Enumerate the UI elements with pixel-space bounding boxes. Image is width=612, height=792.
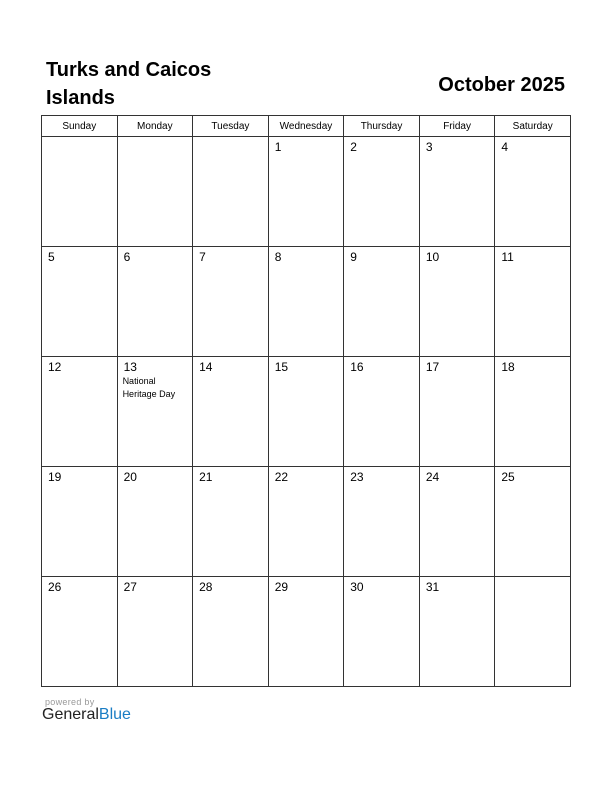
weekday-saturday: Saturday [495, 116, 571, 137]
day-number: 7 [199, 250, 206, 264]
week-row [42, 357, 571, 467]
country-title: Turks and Caicos Islands [46, 59, 212, 109]
generalblue-logo [42, 706, 131, 724]
day-cell [42, 577, 118, 687]
day-number: 14 [199, 360, 213, 374]
day-cell [495, 467, 571, 577]
day-cell [42, 467, 118, 577]
day-number: 29 [274, 580, 289, 594]
day-cell [344, 247, 420, 357]
day-cell [419, 247, 495, 357]
weekday-wednesday: Wednesday [268, 116, 344, 137]
day-number: 31 [425, 580, 440, 594]
day-number: 17 [425, 360, 440, 374]
day-number: 11 [501, 250, 514, 264]
day-cell [268, 467, 344, 577]
day-cell [42, 137, 118, 247]
weekday-tuesday: Tuesday [193, 116, 269, 137]
day-number: 28 [199, 580, 213, 594]
day-cell [117, 467, 193, 577]
holiday-label: National Heritage Day [122, 376, 176, 399]
day-number: 27 [123, 580, 137, 594]
footer-branding [42, 697, 131, 724]
week-row [42, 577, 571, 687]
day-number: 30 [350, 580, 364, 594]
day-number: 6 [123, 250, 131, 264]
day-cell [419, 467, 495, 577]
day-number: 12 [48, 360, 62, 374]
day-number: 4 [501, 140, 509, 154]
day-number: 5 [48, 250, 55, 264]
day-cell [495, 357, 571, 467]
day-cell [42, 357, 118, 467]
day-number: 13 [123, 360, 137, 374]
day-number: 15 [274, 360, 289, 374]
day-cell [495, 137, 571, 247]
week-row [42, 467, 571, 577]
day-cell [268, 247, 344, 357]
brand-general-text: General [42, 706, 99, 723]
day-cell [419, 357, 495, 467]
day-number: 18 [501, 360, 515, 374]
weekday-monday: Monday [117, 116, 193, 137]
day-number: 20 [123, 470, 137, 484]
day-number: 23 [350, 470, 364, 484]
weekday-sunday: Sunday [42, 116, 118, 137]
day-cell [344, 577, 420, 687]
day-cell [495, 247, 571, 357]
day-cell [419, 137, 495, 247]
day-cell [268, 137, 344, 247]
day-cell [268, 357, 344, 467]
brand-blue-text: Blue [98, 706, 131, 723]
powered-by-text: powered by [45, 697, 95, 707]
day-number: 25 [501, 470, 515, 484]
day-number: 26 [48, 580, 62, 594]
week-row [42, 137, 571, 247]
day-number: 8 [274, 250, 282, 264]
day-number: 3 [425, 140, 433, 154]
week-row [42, 247, 571, 357]
day-cell [42, 247, 118, 357]
day-cell [344, 467, 420, 577]
day-cell [117, 137, 193, 247]
month-year-title: October 2025 [438, 74, 565, 96]
day-number: 2 [350, 140, 357, 154]
day-number: 16 [350, 360, 364, 374]
calendar-grid [41, 115, 571, 687]
day-number: 10 [425, 250, 440, 264]
day-cell [193, 357, 269, 467]
day-cell [193, 247, 269, 357]
calendar-body [42, 137, 571, 687]
day-cell [419, 577, 495, 687]
day-cell [495, 577, 571, 687]
weekday-header-row [42, 116, 571, 137]
day-cell [193, 577, 269, 687]
day-cell [117, 357, 193, 467]
day-cell [193, 467, 269, 577]
day-cell [193, 137, 269, 247]
day-number: 24 [425, 470, 440, 484]
day-cell [268, 577, 344, 687]
day-number: 1 [274, 140, 282, 154]
day-cell [117, 247, 193, 357]
day-cell [344, 137, 420, 247]
day-number: 21 [199, 470, 213, 484]
day-cell [117, 577, 193, 687]
day-cell [344, 357, 420, 467]
day-number: 9 [350, 250, 357, 264]
weekday-thursday: Thursday [344, 116, 420, 137]
day-number: 19 [48, 470, 62, 484]
weekday-friday: Friday [419, 116, 495, 137]
day-number: 22 [274, 470, 289, 484]
